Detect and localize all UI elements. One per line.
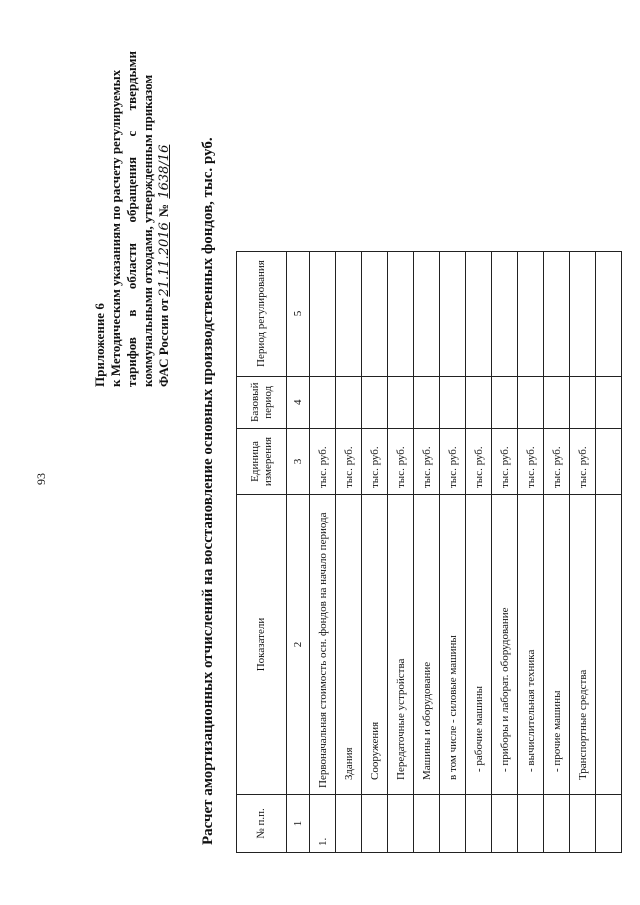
table-row (570, 251, 596, 852)
row-base-value (414, 376, 440, 428)
row-regulation-value (570, 251, 596, 376)
row-unit: тыс. руб. (414, 429, 440, 495)
table-row (440, 251, 466, 852)
row-indicator: Сооружения (362, 495, 388, 795)
row-unit: тыс. руб. (336, 429, 362, 495)
row-number (492, 795, 518, 853)
row-indicator: Первоначальная стоимость осн. фондов на начало периода (310, 495, 336, 795)
row-indicator: в том числе - силовые машины (440, 495, 466, 795)
row-indicator: - рабочие машины (466, 495, 492, 795)
column-number: 1 (287, 795, 310, 853)
table-row (310, 251, 336, 852)
column-number: 2 (287, 495, 310, 795)
row-base-value (440, 376, 466, 428)
table-row (362, 251, 388, 852)
row-base-value (388, 376, 414, 428)
row-base-value (570, 376, 596, 428)
table-row (596, 251, 622, 852)
appendix-line-3: коммунальными отходами, утвержденным приказом (140, 74, 155, 387)
row-number (518, 795, 544, 853)
depreciation-table (236, 251, 622, 853)
handwritten-number: 1638/16 (157, 144, 172, 199)
row-regulation-value (596, 251, 622, 376)
row-unit: тыс. руб. (492, 429, 518, 495)
row-regulation-value (310, 251, 336, 376)
table-row (388, 251, 414, 852)
table-header-row (237, 251, 287, 852)
row-unit: тыс. руб. (466, 429, 492, 495)
table-column-numbers-row (287, 251, 310, 852)
column-number: 3 (287, 429, 310, 495)
header-regulation-period: Период регулирования (237, 251, 287, 376)
handwritten-date: 21.11.2016 (157, 222, 172, 297)
row-base-value (492, 376, 518, 428)
row-base-value (518, 376, 544, 428)
row-indicator: - прочие машины (544, 495, 570, 795)
row-number (388, 795, 414, 853)
row-indicator: Машины и оборудование (414, 495, 440, 795)
row-number: 1. (310, 795, 336, 853)
row-base-value (336, 376, 362, 428)
table-row (414, 251, 440, 852)
appendix-header (92, 51, 173, 387)
appendix-line-4-prefix: ФАС России от (156, 298, 171, 387)
row-regulation-value (544, 251, 570, 376)
row-number (440, 795, 466, 853)
row-base-value (466, 376, 492, 428)
appendix-line-1: к Методическим указаниям по расчету регулируемых (108, 69, 123, 387)
row-regulation-value (362, 251, 388, 376)
row-regulation-value (336, 251, 362, 376)
table-row (336, 251, 362, 852)
row-number (336, 795, 362, 853)
row-base-value (310, 376, 336, 428)
row-regulation-value (414, 251, 440, 376)
row-unit: тыс. руб. (570, 429, 596, 495)
appendix-line-4 (156, 51, 173, 387)
row-number (596, 795, 622, 853)
row-unit: тыс. руб. (310, 429, 336, 495)
row-base-value (362, 376, 388, 428)
row-indicator: Транспортные средства (570, 495, 596, 795)
number-label: № (156, 203, 171, 217)
row-unit (596, 429, 622, 495)
header-indicators: Показатели (237, 495, 287, 795)
header-unit: Единица измерения (237, 429, 287, 495)
row-number (362, 795, 388, 853)
table-row (492, 251, 518, 852)
page-number: 93 (34, 473, 48, 485)
row-unit: тыс. руб. (440, 429, 466, 495)
row-indicator: - вычислительная техника (518, 495, 544, 795)
row-regulation-value (492, 251, 518, 376)
row-base-value (596, 376, 622, 428)
table-row (466, 251, 492, 852)
document-title: Расчет амортизационных отчислений на восстановление основных производственных фондов, тыс. руб. (200, 137, 216, 845)
row-number (414, 795, 440, 853)
appendix-title: Приложение 6 (92, 303, 107, 387)
header-base-period: Базовый период (237, 376, 287, 428)
column-number: 4 (287, 376, 310, 428)
row-regulation-value (440, 251, 466, 376)
row-indicator: Здания (336, 495, 362, 795)
row-regulation-value (388, 251, 414, 376)
row-unit: тыс. руб. (544, 429, 570, 495)
row-unit: тыс. руб. (362, 429, 388, 495)
depreciation-table-container (236, 251, 622, 853)
appendix-line-2: тарифов в области обращения с твердыми (124, 51, 139, 387)
row-regulation-value (518, 251, 544, 376)
row-number (544, 795, 570, 853)
row-unit: тыс. руб. (518, 429, 544, 495)
header-number: № п.п. (237, 795, 287, 853)
row-regulation-value (466, 251, 492, 376)
row-indicator (596, 495, 622, 795)
row-base-value (544, 376, 570, 428)
row-number (466, 795, 492, 853)
table-row (518, 251, 544, 852)
column-number: 5 (287, 251, 310, 376)
row-indicator: - приборы и лаборат. оборудование (492, 495, 518, 795)
row-unit: тыс. руб. (388, 429, 414, 495)
row-indicator: Передаточные устройства (388, 495, 414, 795)
table-row (544, 251, 570, 852)
row-number (570, 795, 596, 853)
